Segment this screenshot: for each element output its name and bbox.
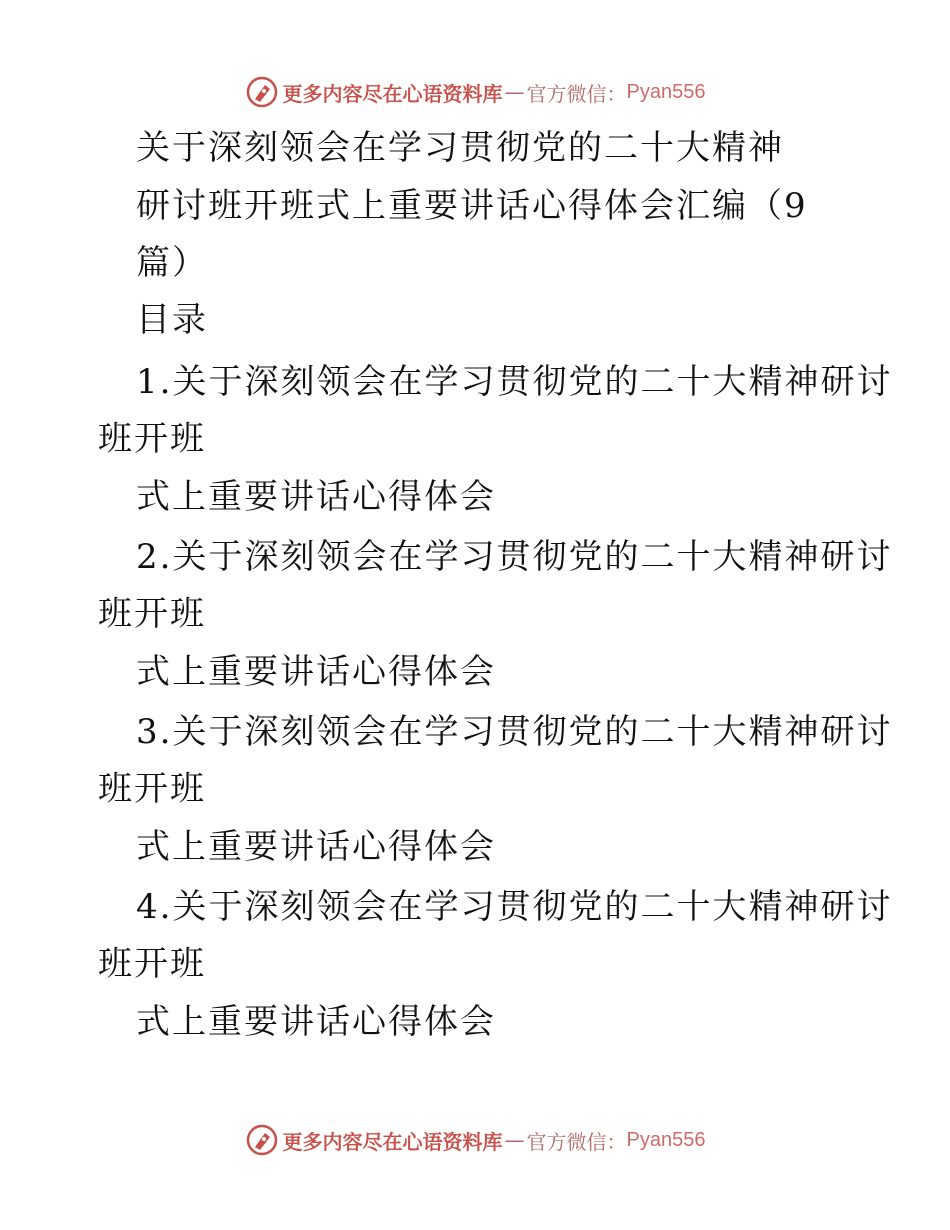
toc-item-1-line-a: 1.关于深刻领会在学习贯彻党的二十大精神研讨	[136, 362, 893, 402]
pen-nib-logo-icon	[245, 1123, 279, 1157]
footer-watermark-banner	[0, 1120, 950, 1160]
banner-dash: —	[504, 80, 525, 104]
toc-item-4-line-a: 4.关于深刻领会在学习贯彻党的二十大精神研讨	[136, 887, 893, 927]
toc-item-4-line-b: 班开班	[98, 944, 206, 984]
header-watermark-banner	[0, 72, 950, 112]
toc-item-2-line-b: 班开班	[98, 594, 206, 634]
document-title-line-3: 篇）	[136, 243, 208, 283]
banner-main-text: 更多内容尽在心语资料库	[282, 1129, 503, 1154]
toc-item-3-line-b: 班开班	[98, 769, 206, 809]
toc-item-3-line-c: 式上重要讲话心得体会	[136, 827, 496, 867]
banner-main-text: 更多内容尽在心语资料库	[282, 81, 503, 106]
toc-item-4-line-c: 式上重要讲话心得体会	[136, 1002, 496, 1042]
banner-wechat-id: Pyan556	[626, 1128, 706, 1151]
document-title-line-2: 研讨班开班式上重要讲话心得体会汇编（9	[136, 186, 808, 226]
banner-sub-text: 官方微信：	[526, 81, 627, 106]
document-title-line-1: 关于深刻领会在学习贯彻党的二十大精神	[136, 128, 784, 168]
toc-item-2-line-a: 2.关于深刻领会在学习贯彻党的二十大精神研讨	[136, 537, 893, 577]
banner-sub-text: 官方微信：	[526, 1129, 627, 1154]
toc-item-1-line-b: 班开班	[98, 419, 206, 459]
toc-item-2-line-c: 式上重要讲话心得体会	[136, 652, 496, 692]
toc-item-3-line-a: 3.关于深刻领会在学习贯彻党的二十大精神研讨	[136, 712, 893, 752]
banner-dash: —	[504, 1128, 525, 1152]
toc-heading: 目录	[136, 300, 208, 340]
toc-item-1-line-c: 式上重要讲话心得体会	[136, 477, 496, 517]
pen-nib-logo-icon	[245, 75, 279, 109]
banner-wechat-id: Pyan556	[626, 80, 706, 103]
